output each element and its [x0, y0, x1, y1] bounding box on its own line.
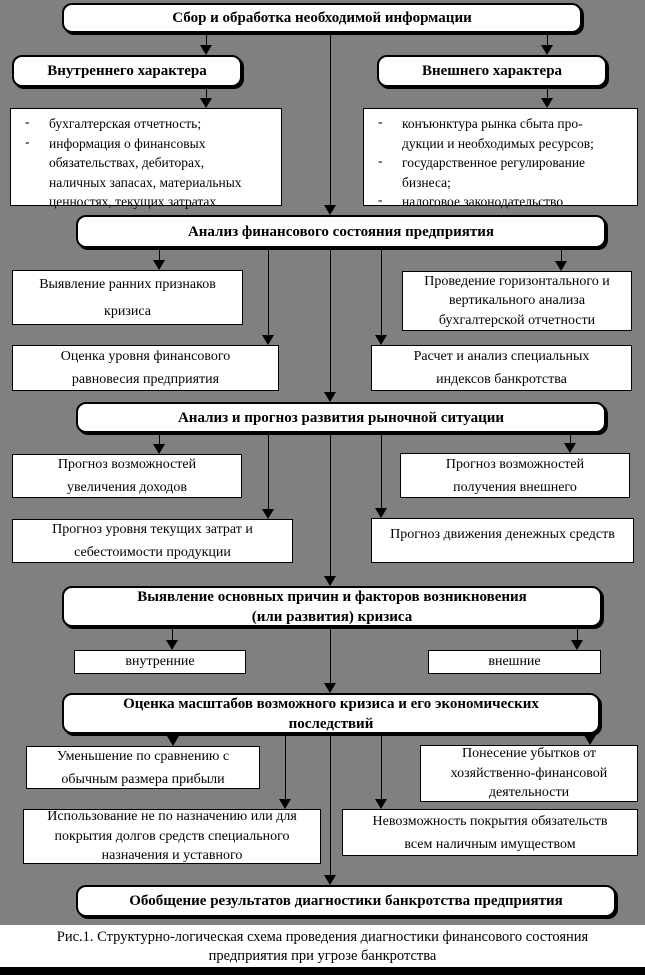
- list-item: - информация о финансовых обязательствах, дебиторах, наличных запасах, материальных ценностях, текущих затратах: [25, 134, 277, 212]
- node-profit-decrease: Уменьшение по сравнению с обычным размера прибыли: [26, 746, 260, 789]
- arrow-down-icon: [555, 261, 567, 271]
- list-item: - бухгалтерская отчетность;: [25, 114, 277, 134]
- list-item: - налоговое законодательство: [378, 192, 633, 212]
- node-summary: Обобщение результатов диагностики банкротства предприятия: [76, 885, 616, 917]
- node-internal-factors: внутренние: [74, 650, 246, 674]
- list-dash: -: [378, 114, 383, 129]
- node-equilibrium: Оценка уровня финансового равновесия предприятия: [12, 345, 279, 391]
- arrow-down-icon: [324, 392, 336, 402]
- node-financial-analysis: Анализ финансового состояния предприятия: [76, 215, 606, 248]
- arrow-down-icon: [584, 735, 596, 745]
- arrow-down-icon: [167, 736, 179, 746]
- node-title: Сбор и обработка необходимой информации: [62, 3, 582, 33]
- arrow-down-icon: [375, 335, 387, 345]
- connector-line: [381, 248, 382, 337]
- node-income-forecast: Прогноз возможностей увеличения доходов: [12, 454, 242, 498]
- list-dash: -: [378, 192, 383, 207]
- node-internal-sources-list: [10, 108, 282, 209]
- connector-line: [268, 248, 269, 337]
- list-item: - конъюнктура рынка сбыта про- дукции и необходимых ресурсов;: [378, 114, 633, 153]
- list-item: - государственное регулирование бизнеса;: [378, 153, 633, 192]
- node-external-sources-list: [363, 108, 638, 209]
- node-losses: Понесение убытков от хозяйственно-финансовой деятельности: [420, 745, 638, 802]
- node-inability-to-cover: Невозможность покрытия обязательств всем наличным имуществом: [342, 809, 638, 856]
- node-external-header: Внешнего характера: [377, 55, 607, 87]
- arrow-down-icon: [324, 205, 336, 215]
- arrow-down-icon: [153, 444, 165, 454]
- node-crisis-scale: Оценка масштабов возможного кризиса и его экономических последствий: [62, 693, 600, 734]
- connector-line: [268, 433, 269, 511]
- arrow-down-icon: [564, 443, 576, 453]
- connector-line: [330, 627, 331, 685]
- node-costs-forecast: Прогноз уровня текущих затрат и себестоимости продукции: [12, 519, 293, 563]
- arrow-down-icon: [571, 640, 583, 650]
- arrow-down-icon: [375, 799, 387, 809]
- node-causes: Выявление основных причин и факторов возникновения (или развития) кризиса: [62, 586, 602, 627]
- connector-line: [330, 734, 331, 877]
- arrow-down-icon: [324, 576, 336, 586]
- connector-line: [381, 433, 382, 510]
- list-dash: -: [25, 114, 30, 129]
- arrow-down-icon: [375, 508, 387, 518]
- connector-line: [330, 433, 331, 578]
- arrow-down-icon: [324, 683, 336, 693]
- connector-line: [330, 33, 331, 207]
- arrow-down-icon: [541, 45, 553, 55]
- arrow-down-icon: [279, 799, 291, 809]
- arrow-down-icon: [200, 98, 212, 108]
- arrow-down-icon: [324, 875, 336, 885]
- node-misuse: Использование не по назначению или для покрытия долгов средств специального назначения и уставного: [23, 809, 321, 864]
- arrow-down-icon: [153, 260, 165, 270]
- figure-caption: Рис.1. Структурно-логическая схема проведения диагностики финансового состояния предприятия при угрозе банкротства: [0, 925, 645, 967]
- arrow-down-icon: [262, 335, 274, 345]
- connector-line: [381, 734, 382, 801]
- connector-line: [330, 248, 331, 394]
- node-external-factors: внешние: [428, 650, 601, 674]
- bottom-border: [0, 967, 645, 975]
- list-dash: -: [378, 153, 383, 168]
- arrow-down-icon: [262, 509, 274, 519]
- node-horizontal-vertical-analysis: Проведение горизонтального и вертикального анализа бухгалтерской отчетности: [402, 271, 632, 331]
- arrow-down-icon: [541, 98, 553, 108]
- node-market-forecast: Анализ и прогноз развития рыночной ситуации: [76, 402, 606, 433]
- list-dash: -: [25, 133, 30, 149]
- node-early-signs: Выявление ранних признаков кризиса: [12, 270, 243, 325]
- node-internal-header: Внутреннего характера: [12, 55, 242, 87]
- arrow-down-icon: [166, 640, 178, 650]
- node-cashflow-forecast: Прогноз движения денежных средств: [371, 518, 634, 563]
- connector-line: [285, 734, 286, 801]
- node-bankruptcy-indexes: Расчет и анализ специальных индексов банкротства: [371, 345, 632, 391]
- node-external-funds-forecast: Прогноз возможностей получения внешнего: [400, 453, 630, 498]
- arrow-down-icon: [200, 45, 212, 55]
